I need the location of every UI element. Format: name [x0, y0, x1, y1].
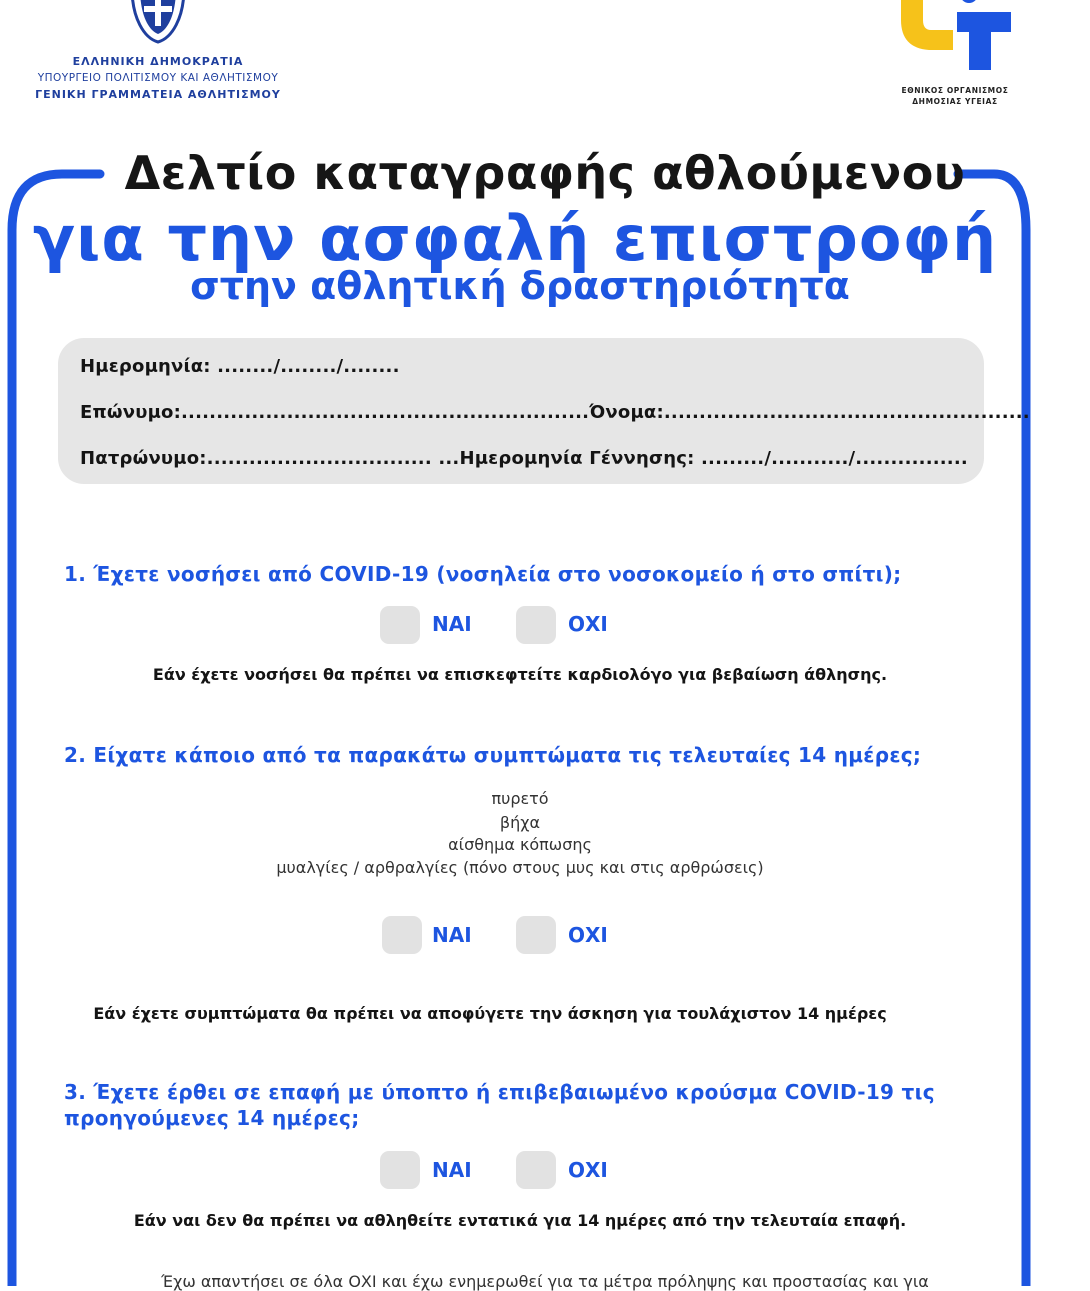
symptom-item: βήχα [499, 813, 541, 832]
q2-yes-label: ΝΑΙ [432, 923, 472, 947]
q2-no-label: ΟΧΙ [568, 923, 608, 947]
q1-note: Εάν έχετε νοσήσει θα πρέπει να επισκεφτείτε καρδιολόγο για βεβαίωση άθλησης. [152, 665, 888, 684]
father-name-birthdate-field[interactable]: Πατρώνυμο:................................ ...Ημερομηνία Γέννησης: ........./.........../................ [80, 448, 968, 469]
q1-no-label: ΟΧΙ [568, 612, 608, 636]
q3-yes-label: ΝΑΙ [432, 1158, 472, 1182]
symptom-item: αίσθημα κόπωσης [448, 835, 592, 854]
title-line-3: στην αθλητική δραστηριότητα [190, 264, 850, 308]
q2-no-checkbox[interactable] [516, 916, 556, 954]
q2-note: Εάν έχετε συμπτώματα θα πρέπει να αποφύγετε την άσκηση για τουλάχιστον 14 ημέρες [93, 1004, 887, 1023]
ministry-line-1: ΕΛΛΗΝΙΚΗ ΔΗΜΟΚΡΑΤΙΑ [72, 55, 244, 68]
greek-emblem-icon [118, 0, 198, 44]
eody-logo-icon [895, 0, 1015, 72]
symptom-item: μυαλγίες / αρθραλγίες (πόνο στους μυς και στις αρθρώσεις) [276, 858, 764, 877]
symptom-item: πυρετό [491, 789, 549, 808]
title-line-1: Δελτίο καταγραφής αθλούμενου [124, 146, 966, 200]
name-field[interactable]: Επώνυμο:..........................................................Όνομα:.................................................... [80, 402, 1030, 423]
q3-no-checkbox[interactable] [516, 1151, 556, 1189]
ministry-line-2: ΥΠΟΥΡΓΕΙΟ ΠΟΛΙΤΙΣΜΟΥ ΚΑΙ ΑΘΛΗΤΙΣΜΟΥ [37, 72, 279, 84]
question-2: 2. Είχατε κάποιο από τα παρακάτω συμπτώματα τις τελευταίες 14 ημέρες; [64, 743, 922, 767]
q1-no-checkbox[interactable] [516, 606, 556, 644]
q1-yes-checkbox[interactable] [380, 606, 420, 644]
question-3-line-2: προηγούμενες 14 ημέρες; [64, 1106, 360, 1130]
eody-line-1: ΕΘΝΙΚΟΣ ΟΡΓΑΝΙΣΜΟΣ [901, 86, 1009, 95]
q3-yes-checkbox[interactable] [380, 1151, 420, 1189]
footer-declaration: Έχω απαντήσει σε όλα ΟΧΙ και έχω ενημερωθεί για τα μέτρα πρόληψης και προστασίας και για [161, 1272, 929, 1291]
eody-line-2: ΔΗΜΟΣΙΑΣ ΥΓΕΙΑΣ [912, 97, 998, 106]
q3-no-label: ΟΧΙ [568, 1158, 608, 1182]
q3-note: Εάν ναι δεν θα πρέπει να αθληθείτε εντατικά για 14 ημέρες από την τελευταία επαφή. [133, 1211, 907, 1230]
title-line-2: για την ασφαλή επιστροφή [32, 202, 998, 275]
ministry-line-3: ΓΕΝΙΚΗ ΓΡΑΜΜΑΤΕΙΑ ΑΘΛΗΤΙΣΜΟΥ [35, 88, 281, 101]
q1-yes-label: ΝΑΙ [432, 612, 472, 636]
date-field[interactable]: Ημερομηνία: ......../......../........ [80, 356, 400, 377]
question-1: 1. Έχετε νοσήσει από COVID-19 (νοσηλεία στο νοσοκομείο ή στο σπίτι); [64, 562, 902, 586]
question-3-line-1: 3. Έχετε έρθει σε επαφή με ύποπτο ή επιβεβαιωμένο κρούσμα COVID-19 τις [64, 1080, 935, 1104]
q2-yes-checkbox[interactable] [382, 916, 422, 954]
